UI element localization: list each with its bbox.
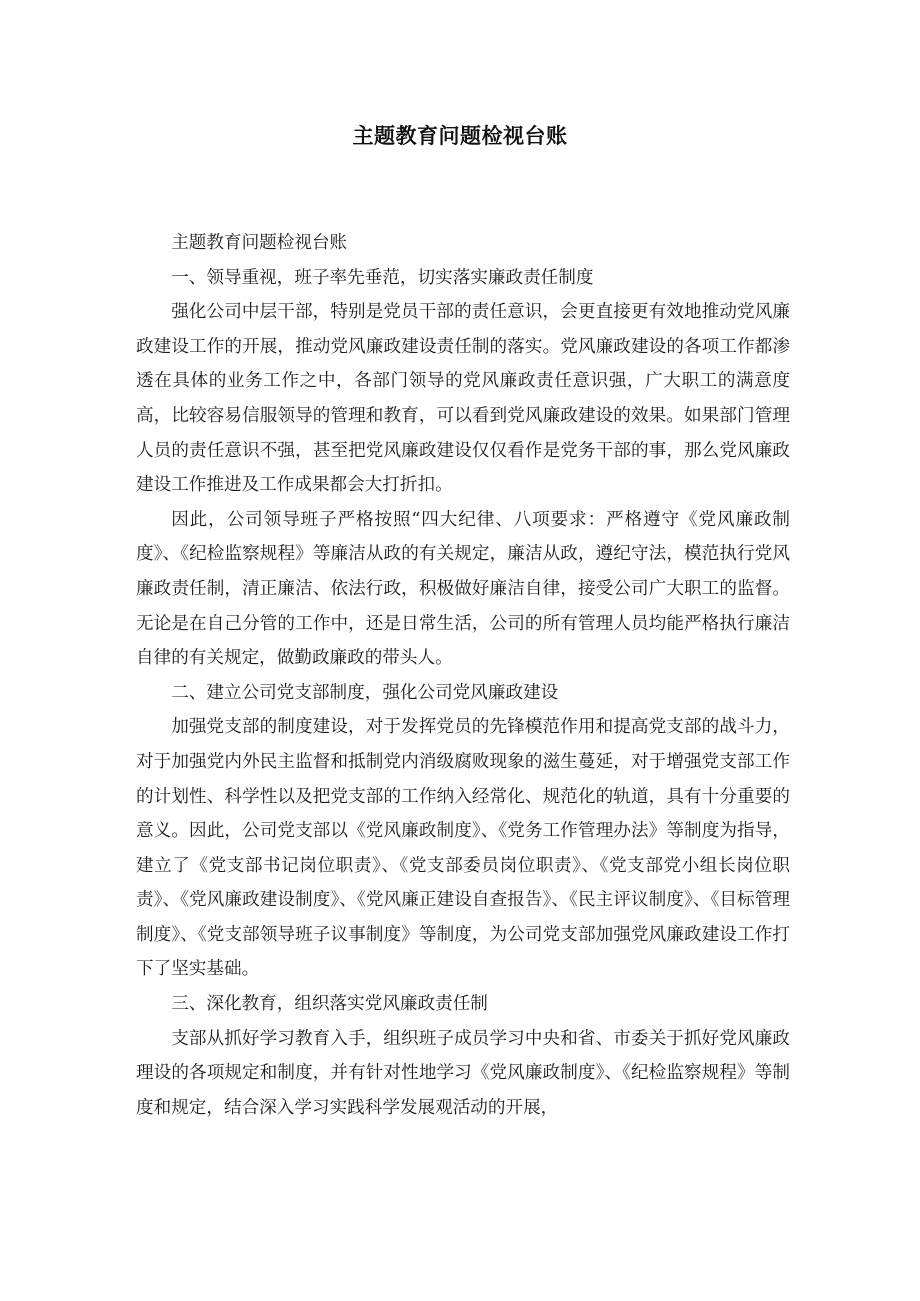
paragraph: 支部从抓好学习教育入手，组织班子成员学习中央和省、市委关于抓好党风廉政理设的各项规定和制度，并有针对性地学习《党风廉政制度》、《纪检监察规程》等制度和规定，结合深入学习实践科学发展观活动的开展， (136, 1028, 790, 1118)
document-body (136, 226, 790, 1125)
document-title: 主题教育问题检视台账 (352, 124, 568, 148)
paragraph: 强化公司中层干部，特别是党员干部的责任意识，会更直接更有效地推动党风廉政建设工作的开展，推动党风廉政建设责任制的落实。党风廉政建设的各项工作都渗透在具体的业务工作之中，各部门领导的党风廉政责任意识强，广大职工的满意度高，比较容易信服领导的管理和教育，可以看到党风廉政建设的效果。如果部门管理人员的责任意识不强，甚至把党风廉政建设仅仅看作是党务干部的事，那么党风廉政建设工作推进及工作成果都会大打折扣。 (136, 302, 790, 496)
paragraph: 加强党支部的制度建设，对于发挥党员的先锋模范作用和提高党支部的战斗力，对于加强党内外民主监督和抵制党内消级腐败现象的滋生蔓延，对于增强党支部工作的计划性、科学性以及把党支部的工作纳入经常化、规范化的轨道，具有十分重要的意义。因此，公司党支部以《党风廉政制度》、《党务工作管理办法》等制度为指导，建立了《党支部书记岗位职责》、《党支部委员岗位职责》、《党支部党小组长岗位职责》、《党风廉政建设制度》、《党风廉正建设自查报告》、《民主评议制度》、《目标管理制度》、《党支部领导班子议事制度》等制度，为公司党支部加强党风廉政建设工作打下了坚实基础。 (136, 717, 790, 980)
section-heading-3: 三、深化教育，组织落实党风廉政责任制 (171, 994, 488, 1015)
paragraph: 因此，公司领导班子严格按照“四大纪律、八项要求：严格遵守《党风廉政制度》、《纪检监察规程》等廉洁从政的有关规定，廉洁从政，遵纪守法，模范执行党风廉政责任制，清正廉洁、依法行政，积极做好廉洁自律，接受公司广大职工的监督。无论是在自己分管的工作中，还是日常生活，公司的所有管理人员均能严格执行廉洁自律的有关规定，做勤政廉政的带头人。 (136, 509, 790, 669)
section-heading-2: 二、建立公司党支部制度，强化公司党风廉政建设 (171, 682, 559, 703)
section-heading-1: 一、领导重视，班子率先垂范，切实落实廉政责任制度 (171, 267, 594, 288)
body-heading: 主题教育问题检视台账 (171, 233, 348, 253)
